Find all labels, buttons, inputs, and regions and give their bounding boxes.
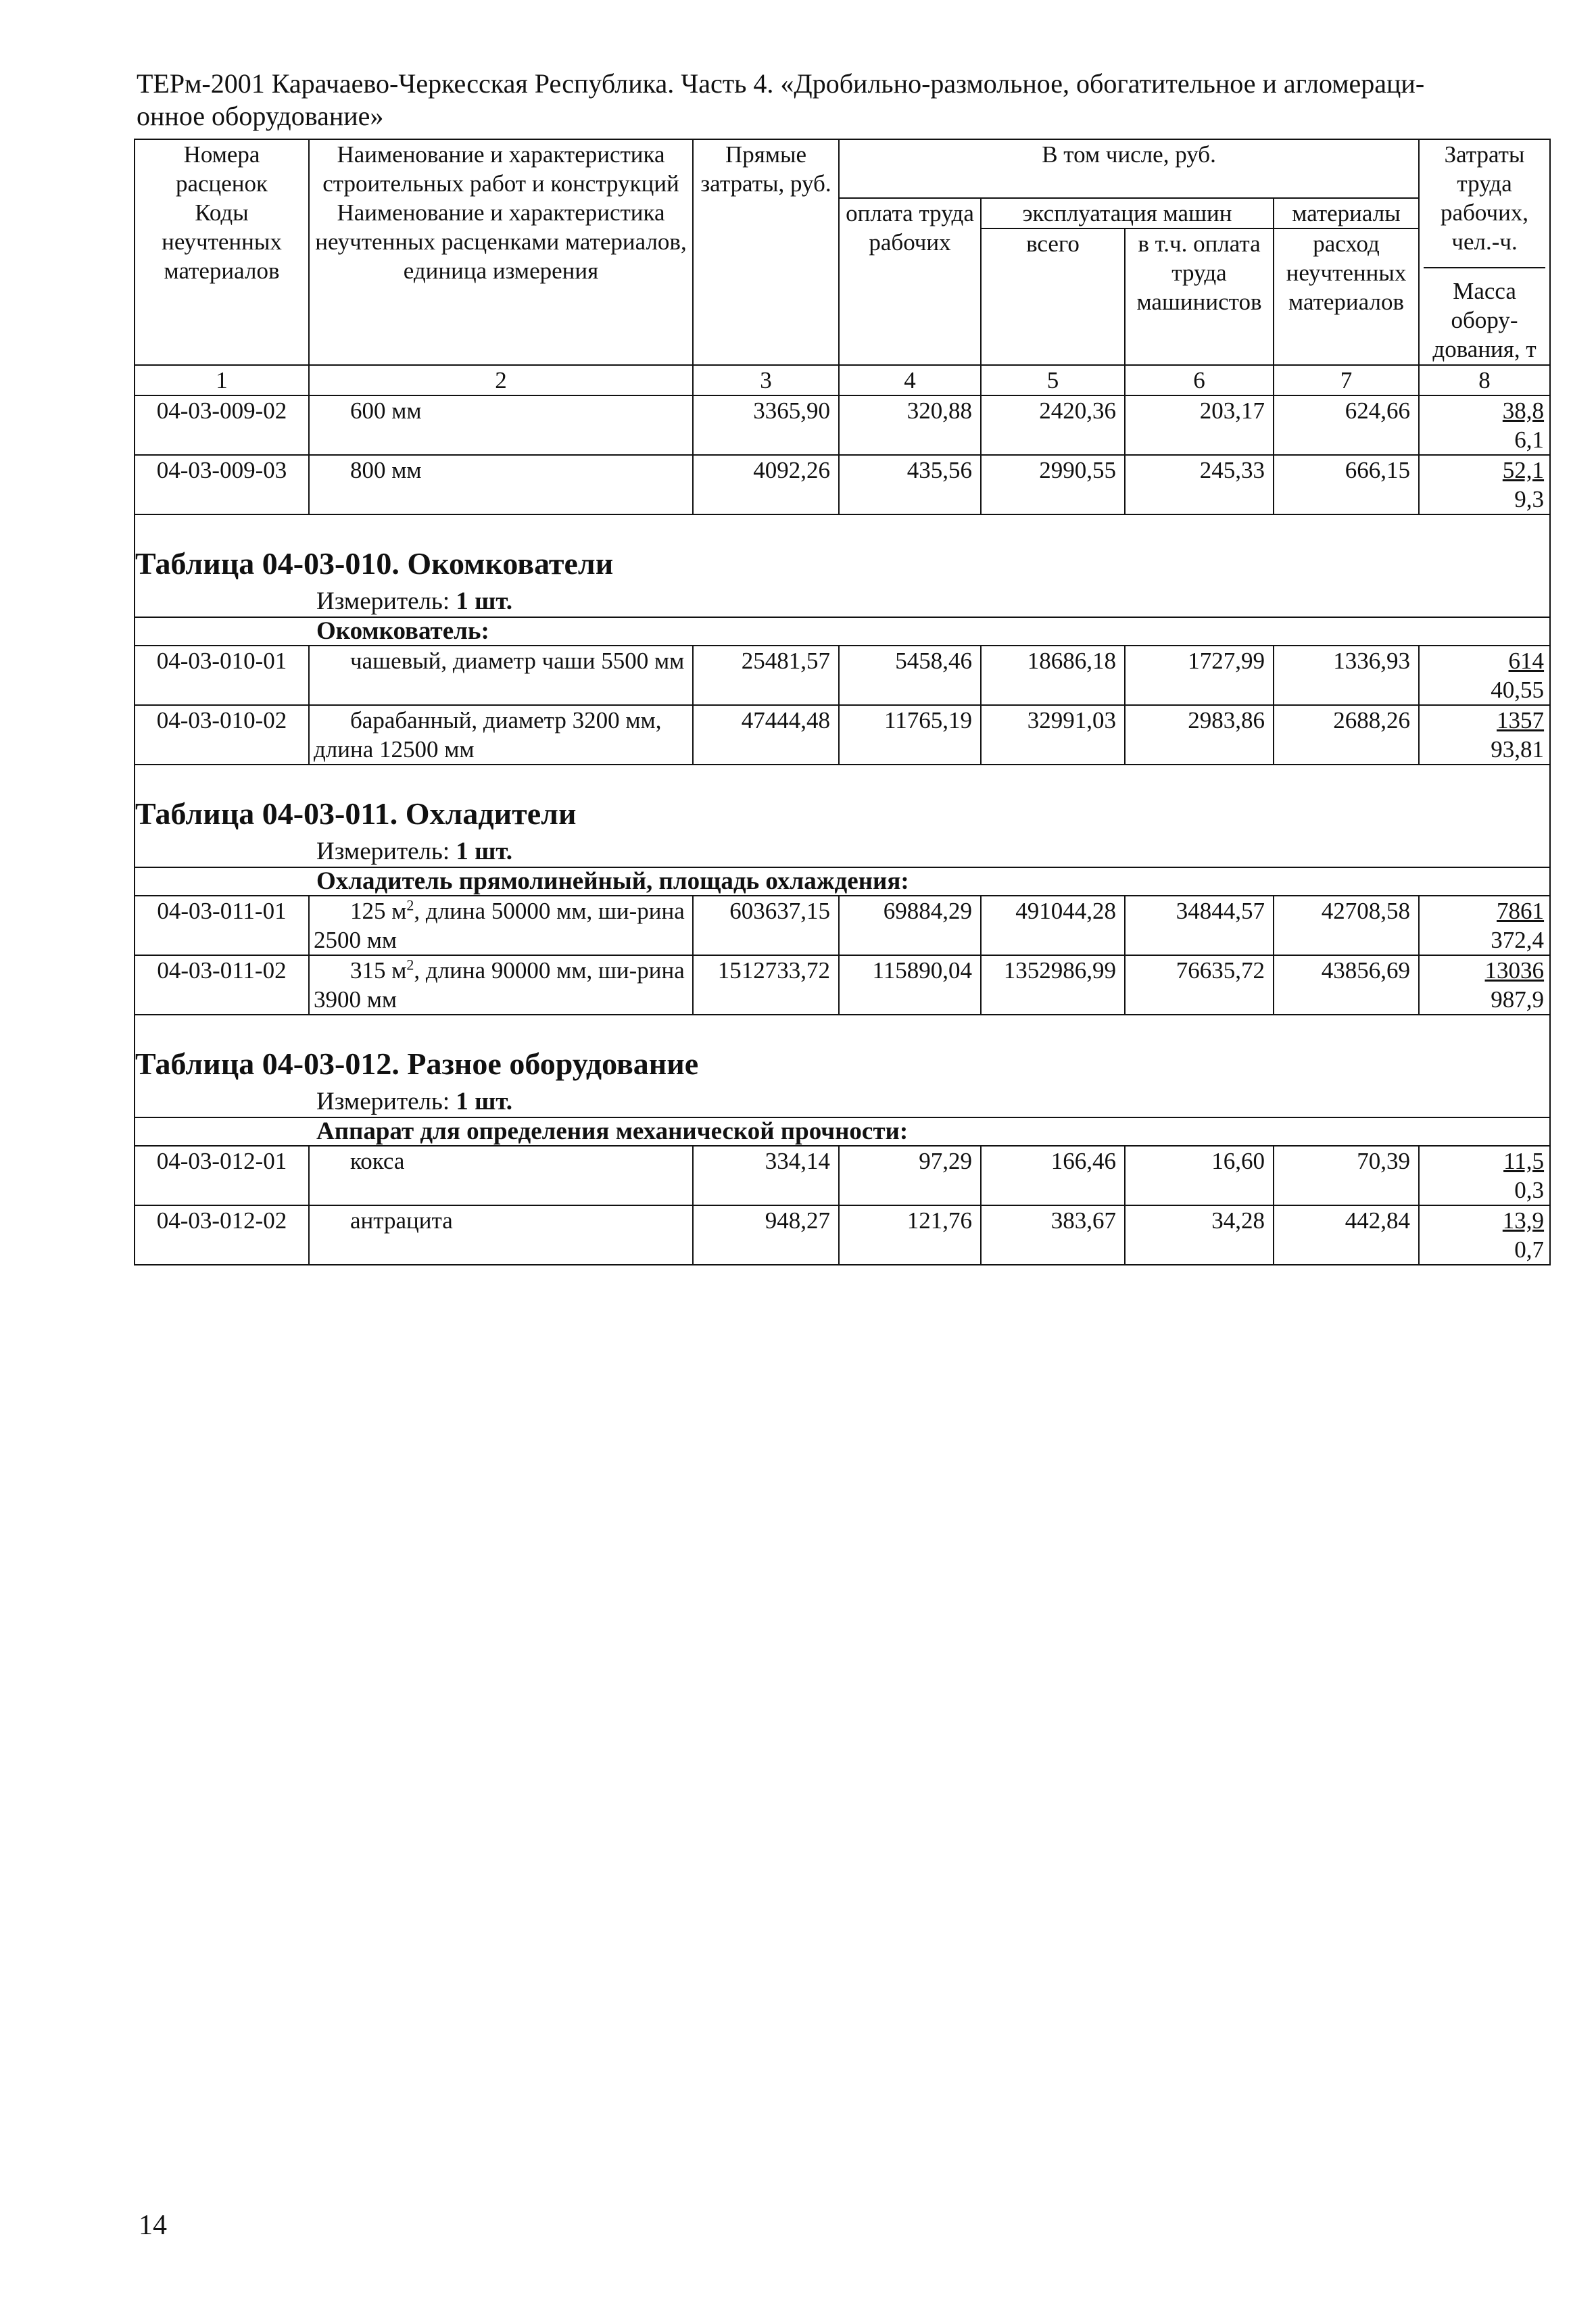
measure-text <box>139 837 1545 867</box>
equipment-mass: 0,7 <box>1514 1236 1545 1263</box>
labor-mass-cell <box>1419 646 1550 705</box>
machine-labor: 34844,57 <box>1125 896 1274 955</box>
document-title <box>137 68 1556 132</box>
equipment-mass: 372,4 <box>1491 927 1545 953</box>
column-numbers-row <box>135 365 1550 395</box>
rate-name: 600 мм <box>309 395 693 455</box>
equipment-mass: 93,81 <box>1491 736 1545 763</box>
labor-mass-cell <box>1419 955 1550 1015</box>
header-col3: Прямые затраты, руб. <box>693 139 839 365</box>
equipment-mass: 9,3 <box>1514 486 1545 512</box>
direct-cost: 1512733,72 <box>693 955 839 1015</box>
labor-mass-cell <box>1419 705 1550 765</box>
section-subheader: Охладитель прямолинейный, площадь охлаждения: <box>316 867 909 895</box>
rate-name: чашевый, диаметр чаши 5500 мм <box>309 646 693 705</box>
document-title-line1: ТЕРм-2001 Карачаево-Черкесская Республика. Часть 4. «Дробильно-размольное, обогатительное и агломераци- <box>137 68 1425 99</box>
materials-cost: 43856,69 <box>1274 955 1419 1015</box>
rate-name <box>309 955 693 1015</box>
column-number: 4 <box>839 365 981 395</box>
rate-name-area: 125 м <box>350 898 407 924</box>
labor-hours: 11,5 <box>1503 1148 1545 1174</box>
labor-hours: 52,1 <box>1502 457 1545 483</box>
machine-labor: 203,17 <box>1125 395 1274 455</box>
section-title: Таблица 04-03-011. Охладители <box>135 796 577 831</box>
header-col7: расход неучтенных материалов <box>1274 228 1419 365</box>
measure-value: 1 шт. <box>456 838 513 865</box>
header-col8-top: Затраты труда рабочих, чел.-ч. <box>1424 140 1545 268</box>
rate-code: 04-03-011-02 <box>135 955 309 1015</box>
rate-code: 04-03-009-02 <box>135 395 309 455</box>
direct-cost: 334,14 <box>693 1146 839 1205</box>
rate-name-superscript: 2 <box>406 956 414 973</box>
labor-mass-cell <box>1419 896 1550 955</box>
table-row <box>135 1146 1550 1205</box>
labor-hours: 13,9 <box>1502 1207 1545 1234</box>
labor-cost: 435,56 <box>839 455 981 514</box>
machine-labor: 2983,86 <box>1125 705 1274 765</box>
rate-name-area: 315 м <box>350 957 407 984</box>
column-number: 8 <box>1419 365 1550 395</box>
direct-cost: 47444,48 <box>693 705 839 765</box>
measure-row <box>135 587 1550 617</box>
machine-labor: 76635,72 <box>1125 955 1274 1015</box>
labor-hours: 7861 <box>1497 898 1545 924</box>
equipment-mass: 40,55 <box>1491 677 1545 703</box>
rate-name: барабанный, диаметр 3200 мм, длина 12500 мм <box>309 705 693 765</box>
document-title-line2: онное оборудование» <box>137 101 384 131</box>
measure-row <box>135 1087 1550 1117</box>
header-col2-top: Наименование и характеристика строительных работ и конструкций <box>309 139 693 198</box>
section-subheader: Окомкователь: <box>316 617 489 645</box>
table-row <box>135 646 1550 705</box>
column-number: 2 <box>309 365 693 395</box>
labor-cost: 97,29 <box>839 1146 981 1205</box>
rate-name-superscript: 2 <box>406 896 414 914</box>
column-number: 1 <box>135 365 309 395</box>
machine-total: 166,46 <box>981 1146 1125 1205</box>
direct-cost: 948,27 <box>693 1205 839 1265</box>
labor-cost: 11765,19 <box>839 705 981 765</box>
rate-name: 800 мм <box>309 455 693 514</box>
machine-labor: 245,33 <box>1125 455 1274 514</box>
rate-code: 04-03-009-03 <box>135 455 309 514</box>
section-title: Таблица 04-03-012. Разное оборудование <box>135 1046 699 1081</box>
header-in-total: В том числе, руб. <box>839 139 1419 198</box>
header-machines: эксплуатация машин <box>981 198 1274 228</box>
materials-cost: 42708,58 <box>1274 896 1419 955</box>
rates-table <box>134 139 1551 1265</box>
equipment-mass: 6,1 <box>1514 427 1545 453</box>
direct-cost: 4092,26 <box>693 455 839 514</box>
machine-total: 18686,18 <box>981 646 1125 705</box>
measure-value: 1 шт. <box>456 1088 513 1115</box>
header-col1-top: Номера расценок <box>135 139 309 198</box>
machine-labor: 16,60 <box>1125 1146 1274 1205</box>
machine-total: 2420,36 <box>981 395 1125 455</box>
rate-name-rest: , длина 50000 мм, ши-рина 2500 мм <box>314 898 685 953</box>
measure-text <box>139 1087 1545 1117</box>
measure-value: 1 шт. <box>456 587 513 615</box>
materials-cost: 70,39 <box>1274 1146 1419 1205</box>
equipment-mass: 987,9 <box>1491 986 1545 1013</box>
column-number: 6 <box>1125 365 1274 395</box>
header-col5: всего <box>981 228 1125 365</box>
table-row <box>135 955 1550 1015</box>
section-title: Таблица 04-03-010. Окомкователи <box>135 546 614 581</box>
rate-code: 04-03-010-01 <box>135 646 309 705</box>
column-number: 5 <box>981 365 1125 395</box>
labor-cost: 115890,04 <box>839 955 981 1015</box>
measure-text <box>139 587 1545 617</box>
labor-mass-cell <box>1419 395 1550 455</box>
rate-name-rest: , длина 90000 мм, ши-рина 3900 мм <box>314 957 685 1013</box>
table-row <box>135 705 1550 765</box>
direct-cost: 603637,15 <box>693 896 839 955</box>
header-col4: оплата труда рабочих <box>839 198 981 365</box>
subheader-row <box>135 1117 1550 1146</box>
column-number: 3 <box>693 365 839 395</box>
materials-cost: 666,15 <box>1274 455 1419 514</box>
page-number: 14 <box>139 2210 167 2241</box>
direct-cost: 25481,57 <box>693 646 839 705</box>
machine-total: 2990,55 <box>981 455 1125 514</box>
labor-cost: 5458,46 <box>839 646 981 705</box>
measure-label: Измеритель: <box>316 1088 450 1115</box>
labor-hours: 13036 <box>1484 957 1545 984</box>
table-header-row1 <box>135 139 1550 198</box>
direct-cost: 3365,90 <box>693 395 839 455</box>
labor-cost: 320,88 <box>839 395 981 455</box>
measure-row <box>135 837 1550 867</box>
rate-code: 04-03-011-01 <box>135 896 309 955</box>
equipment-mass: 0,3 <box>1514 1177 1545 1203</box>
materials-cost: 1336,93 <box>1274 646 1419 705</box>
header-col1-bottom: Коды неучтенных материалов <box>135 198 309 365</box>
labor-mass-cell <box>1419 1205 1550 1265</box>
rate-name: антрацита <box>309 1205 693 1265</box>
measure-label: Измеритель: <box>316 587 450 615</box>
table-row <box>135 896 1550 955</box>
machine-labor: 34,28 <box>1125 1205 1274 1265</box>
labor-hours: 1357 <box>1497 707 1545 733</box>
section-title-row <box>135 765 1550 837</box>
labor-cost: 121,76 <box>839 1205 981 1265</box>
machine-total: 32991,03 <box>981 705 1125 765</box>
rate-name: кокса <box>309 1146 693 1205</box>
labor-hours: 614 <box>1508 648 1545 674</box>
machine-total: 1352986,99 <box>981 955 1125 1015</box>
subheader-row <box>135 617 1550 646</box>
section-subheader: Аппарат для определения механической прочности: <box>316 1117 909 1145</box>
rate-code: 04-03-010-02 <box>135 705 309 765</box>
header-col6: в т.ч. оплата труда машинистов <box>1125 228 1274 365</box>
labor-mass-cell <box>1419 1146 1550 1205</box>
subheader-row <box>135 867 1550 896</box>
header-col2-bottom: Наименование и характеристика неучтенных расценками материалов, единица измерения <box>309 198 693 365</box>
section-title-row <box>135 514 1550 587</box>
labor-hours: 38,8 <box>1502 397 1545 424</box>
measure-label: Измеритель: <box>316 838 450 865</box>
table-row <box>135 455 1550 514</box>
machine-total: 491044,28 <box>981 896 1125 955</box>
rate-code: 04-03-012-01 <box>135 1146 309 1205</box>
labor-mass-cell <box>1419 455 1550 514</box>
materials-cost: 624,66 <box>1274 395 1419 455</box>
labor-cost: 69884,29 <box>839 896 981 955</box>
rate-name <box>309 896 693 955</box>
materials-cost: 2688,26 <box>1274 705 1419 765</box>
table-row <box>135 395 1550 455</box>
column-number: 7 <box>1274 365 1419 395</box>
header-materials: материалы <box>1274 198 1419 228</box>
table-header-row2 <box>135 198 1550 228</box>
materials-cost: 442,84 <box>1274 1205 1419 1265</box>
rate-code: 04-03-012-02 <box>135 1205 309 1265</box>
header-col8-bottom: Масса обору-дования, т <box>1432 278 1537 362</box>
table-row <box>135 1205 1550 1265</box>
section-title-row <box>135 1015 1550 1087</box>
machine-labor: 1727,99 <box>1125 646 1274 705</box>
machine-total: 383,67 <box>981 1205 1125 1265</box>
header-col8 <box>1419 139 1550 365</box>
